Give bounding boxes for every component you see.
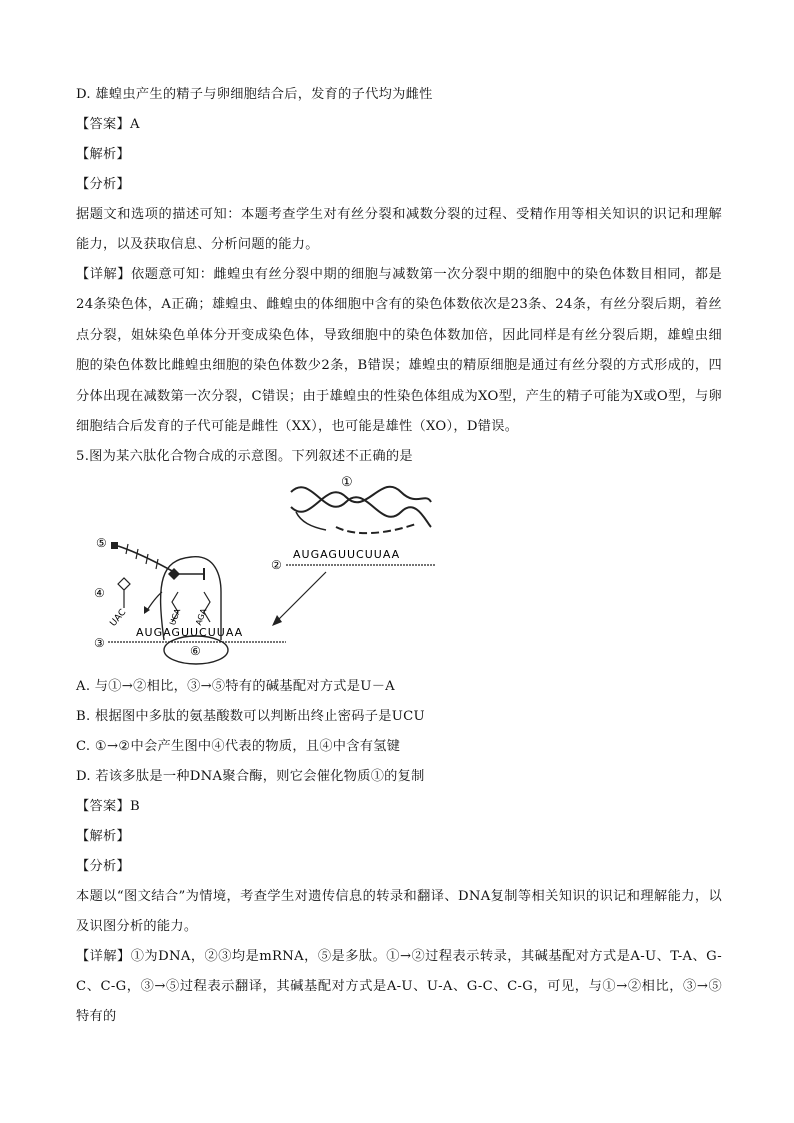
codon-pair-1: UCA [168,607,183,627]
sub-analysis-label-2: 【分析】 [76,859,130,875]
anticodon-label: UAC [108,608,129,630]
codon-pair-2: AGA [194,607,209,627]
option-d: D. 若该多肽是一种DNA聚合酶，则它会催化物质①的复制 [76,769,425,785]
analysis-label-2: 【解析】 [76,829,130,845]
page-content [76,80,722,1032]
option-c: C. ①→②中会产生图中④代表的物质，且④中含有氢键 [76,739,401,755]
answer-label-2: 【答案】B [76,799,140,815]
translation-figure [76,472,722,672]
mrna-3-sequence: AUGAGUUCUUAA [136,626,244,640]
analysis-text-2: 本题以“图文结合”为情境，考查学生对遗传信息的转录和翻译、DNA复制等相关知识的识记和理解能力，以及识图分析的能力。 [76,889,722,935]
arrow-head [272,615,282,626]
option-d-previous: D. 雄蝗虫产生的精子与卵细胞结合后，发育的子代均为雌性 [76,87,433,102]
label-3: ③ [94,636,105,651]
detail-text-1: 【详解】依题意可知：雌蝗虫有丝分裂中期的细胞与减数第一次分裂中期的细胞中的染色体数目相同，都是24条染色体，A正确；雄蝗虫、雌蝗虫的体细胞中含有的染色体数依次是23条、24条，有丝分裂后期，着丝点分裂，姐妹染色单体分开变成染色体，导致细胞中的染色体数加倍，因此同样是有丝分裂后期，雄蝗虫细胞的染色体数比雌蝗虫细胞的染色体数少2条，B错误；雄蝗虫的精原细胞是通过有丝分裂的方式形成的，四分体出现在减数第一次分裂，C错误；由于雄蝗虫的性染色体组成为XO型，产生的精子可能为X或O型，与卵细胞结合后发育的子代可能是雌性（XX），也可能是雄性（XO），D错误。 [76,267,722,435]
label-6: ⑥ [190,644,201,659]
question-5: 5.图为某六肽化合物合成的示意图。下列叙述不正确的是 [76,449,413,465]
label-5: ⑤ [96,536,107,551]
analysis-label-1: 【解析】 [76,147,130,162]
option-b: B. 根据图中多肽的氨基酸数可以判断出终止密码子是UCU [76,709,425,725]
option-a: A. 与①→②相比，③→⑤特有的碱基配对方式是U－A [76,679,396,695]
free-trna [118,578,130,608]
peptide-start [111,542,118,549]
transport-arrow [276,572,326,622]
label-4: ④ [94,586,105,601]
sub-analysis-label-1: 【分析】 [76,177,130,192]
analysis-text-1: 据题文和选项的描述可知：本题考查学生对有丝分裂和减数分裂的过程、受精作用等相关知识的识记和理解能力，以及获取信息、分析问题的能力。 [76,207,722,252]
label-1: ① [341,475,353,491]
mrna-2-sequence: AUGAGUUCUUAA [293,548,401,562]
figure-svg [86,472,526,672]
answer-label-1: 【答案】A [76,117,140,132]
dna-helix [291,487,431,533]
label-2: ② [271,558,282,573]
detail-text-2: 【详解】①为DNA，②③均是mRNA，⑤是多肽。①→②过程表示转录，其碱基配对方式是A-U、T-A、G-C、C-G，③→⑤过程表示翻译，其碱基配对方式是A-U、U-A、G-C、C-G，可见，与①→②相比，③→⑤特有的 [76,949,722,1025]
